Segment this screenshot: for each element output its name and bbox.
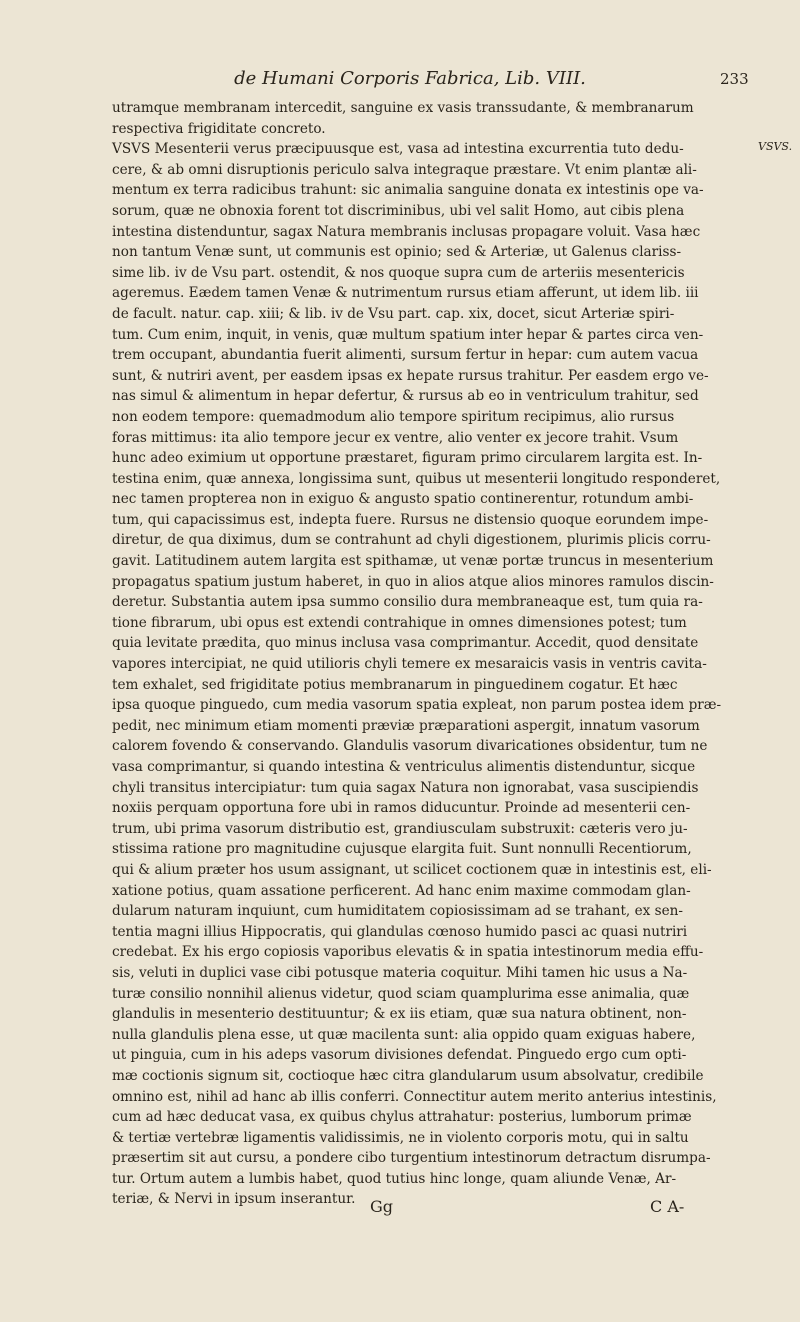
text-line: tem exhalet, sed frigiditate potius membranarum in pinguedinem cogatur. Et hæc: [112, 676, 678, 693]
catchword: C A-: [650, 1197, 685, 1216]
text-line: sunt, & nutriri avent, per easdem ipsas ex hepate rursus trahitur. Per easdem ergo ve-: [112, 367, 709, 384]
text-line: ageremus. Eædem tamen Venæ & nutrimentum rursus etiam afferunt, ut idem lib. iii: [112, 285, 699, 302]
text-line: omnino est, nihil ad hanc ab illis conferri. Connectitur autem merito anterius intestinis,: [112, 1088, 717, 1105]
text-line: tione fibrarum, ubi opus est extendi contrahique in omnes dimensiones potest; tum: [112, 614, 687, 631]
text-line: sis, veluti in duplici vase cibi potusque materia coquitur. Mihi tamen hic usus a Na-: [112, 964, 688, 981]
text-line: intestina distenduntur, sagax Natura membranis inclusas propagare voluit. Vasa hæc: [112, 223, 701, 240]
text-line: stissima ratione pro magnitudine cujusque elargita fuit. Sunt nonnulli Recentiorum,: [112, 841, 692, 858]
text-line: ipsa quoque pinguedo, cum media vasorum spatia expleat, non parum postea idem præ-: [112, 697, 722, 714]
text-line: propagatus spatium justum haberet, in quo in alios atque alios minores ramulos discin-: [112, 573, 714, 590]
text-line: dularum naturam inquiunt, cum humiditatem copiosissimam ad se trahant, ex sen-: [112, 903, 683, 920]
text-line: chyli transitus intercipiatur: tum quia sagax Natura non ignorabat, vasa suscipiendis: [112, 779, 699, 796]
text-line: quia levitate prædita, quo minus inclusa vasa comprimantur. Accedit, quod densitate: [112, 635, 699, 652]
text-line: nec tamen propterea non in exiguo & angusto spatio continerentur, rotundum ambi-: [112, 491, 694, 508]
text-line: nas simul & alimentum in hepar defertur, & rursus ab eo in ventriculum trahitur, sed: [112, 388, 699, 405]
text-line: tum. Cum enim, inquit, in venis, quæ multum spatium inter hepar & partes circa ven-: [112, 326, 704, 343]
text-line: vasa comprimantur, si quando intestina & ventriculus alimentis distenduntur, sicque: [112, 759, 696, 775]
text-line: tum, qui capacissimus est, indepta fuere. Rursus ne distensio quoque eorundem impe-: [112, 511, 709, 528]
text-line: de facult. natur. cap. xiii; & lib. iv de Vsu part. cap. xix, docet, sicut Arteriæ spiri-: [112, 305, 675, 322]
text-line: gavit. Latitudinem autem largita est spithamæ, ut venæ portæ truncus in mesenterium: [112, 553, 714, 570]
text-line: cum ad hæc deducat vasa, ex quibus chylus attrahatur: posterius, lumborum primæ: [112, 1109, 692, 1126]
text-line: pedit, nec minimum etiam momenti præviæ præparationi aspergit, innatum vasorum: [112, 717, 700, 734]
text-line: diretur, de qua diximus, dum se contrahunt ad chyli digestionem, plurimis plicis corru-: [112, 532, 711, 549]
running-title: de Humani Corporis Fabrica, Lib. VIII.: [234, 68, 586, 89]
margin-note: VSVS.: [758, 140, 793, 153]
text-line: credebat. Ex his ergo copiosis vaporibus elevatis & in spatia intestinorum media effu-: [112, 944, 704, 961]
text-line: sime lib. iv de Vsu part. ostendit, & nos quoque supra cum de arteriis mesentericis: [112, 264, 685, 281]
text-line: trum, ubi prima vasorum distributio est, grandiusculam substruxit: cæteris vero ju-: [112, 820, 688, 837]
text-line: cere, & ab omni disruptionis periculo salva integraque præstare. Vt enim plantæ ali-: [112, 161, 697, 178]
text-line: respectiva frigiditate concreto.: [112, 120, 326, 137]
text-line: foras mittimus: ita alio tempore jecur ex ventre, alio venter ex jecore trahit. Vsum: [112, 429, 679, 446]
text-line: calorem fovendo & conservando. Glandulis vasorum divaricationes obsidentur, tum ne: [112, 738, 708, 755]
signature-mark: Gg: [370, 1197, 394, 1216]
text-line: nulla glandulis plena esse, ut quæ macilenta sunt: alia oppido quam exiguas habere,: [112, 1026, 696, 1043]
text-line: sorum, quæ ne obnoxia forent tot discriminibus, ubi vel salit Homo, aut cibis plena: [112, 202, 685, 219]
text-line: trem occupant, abundantia fuerit alimenti, sursum fertur in hepar: cum autem vacua: [112, 347, 699, 364]
page-number: 233: [720, 70, 749, 88]
text-line: glandulis in mesenterio destituuntur; & ex iis etiam, quæ sua natura obtinent, non-: [112, 1006, 687, 1023]
text-line: qui & alium præter hos usum assignant, ut scilicet coctionem quæ in intestinis est, eli-: [112, 861, 712, 878]
text-line: non eodem tempore: quemadmodum alio tempore spiritum recipimus, alio rursus: [112, 408, 675, 425]
text-line: non tantum Venæ sunt, ut communis est opinio; sed & Arteriæ, ut Galenus clariss-: [112, 244, 682, 261]
text-line: & tertiæ vertebræ ligamentis validissimis, ne in violento corporis motu, qui in saltu: [112, 1129, 689, 1146]
text-line: hunc adeo eximium ut opportune præstaret, figuram primo circularem largita est. In-: [112, 450, 703, 467]
text-line: utramque membranam intercedit, sanguine ex vasis transsudante, & membranarum: [112, 100, 694, 116]
text-line: testina enim, quæ annexa, longissima sunt, quibus ut mesenterii longitudo responderet,: [112, 470, 721, 487]
text-line: deretur. Substantia autem ipsa summo consilio dura membraneaque est, tum quia ra-: [112, 594, 703, 611]
text-line: mentum ex terra radicibus trahunt: sic animalia sanguine donata ex intestinis ope va-: [112, 182, 704, 199]
text-line: tur. Ortum autem a lumbis habet, quod tutius hinc longe, quam aliunde Venæ, Ar-: [112, 1170, 677, 1187]
text-line: tentia magni illius Hippocratis, qui glandulas cœnoso humido pasci ac quasi nutriri: [112, 923, 688, 940]
text-line: vapores intercipiat, ne quid utilioris chyli temere ex mesaraicis vasis in ventris cavita-: [112, 656, 707, 673]
text-line: xatione potius, quam assatione perficerent. Ad hanc enim maxime commodam glan-: [112, 882, 691, 899]
text-line: noxiis perquam opportuna fore ubi in ramos diducuntur. Proinde ad mesenterii cen-: [112, 800, 691, 817]
text-line: VSVS Mesenterii verus præcipuusque est, vasa ad intestina excurrentia tuto dedu-: [112, 141, 684, 158]
text-line: præsertim sit aut cursu, a pondere cibo turgentium intestinorum detractum disrumpa-: [112, 1150, 711, 1167]
text-line: ut pinguia, cum in his adeps vasorum divisiones defendat. Pinguedo ergo cum opti-: [112, 1047, 687, 1064]
text-line: teriæ, & Nervi in ipsum inserantur.: [112, 1191, 356, 1208]
text-line: turæ consilio nonnihil alienus videtur, quod sciam quamplurima esse animalia, quæ: [112, 985, 690, 1002]
text-line: mæ coctionis signum sit, coctioque hæc citra glandularum usum absolvatur, credibile: [112, 1067, 704, 1084]
